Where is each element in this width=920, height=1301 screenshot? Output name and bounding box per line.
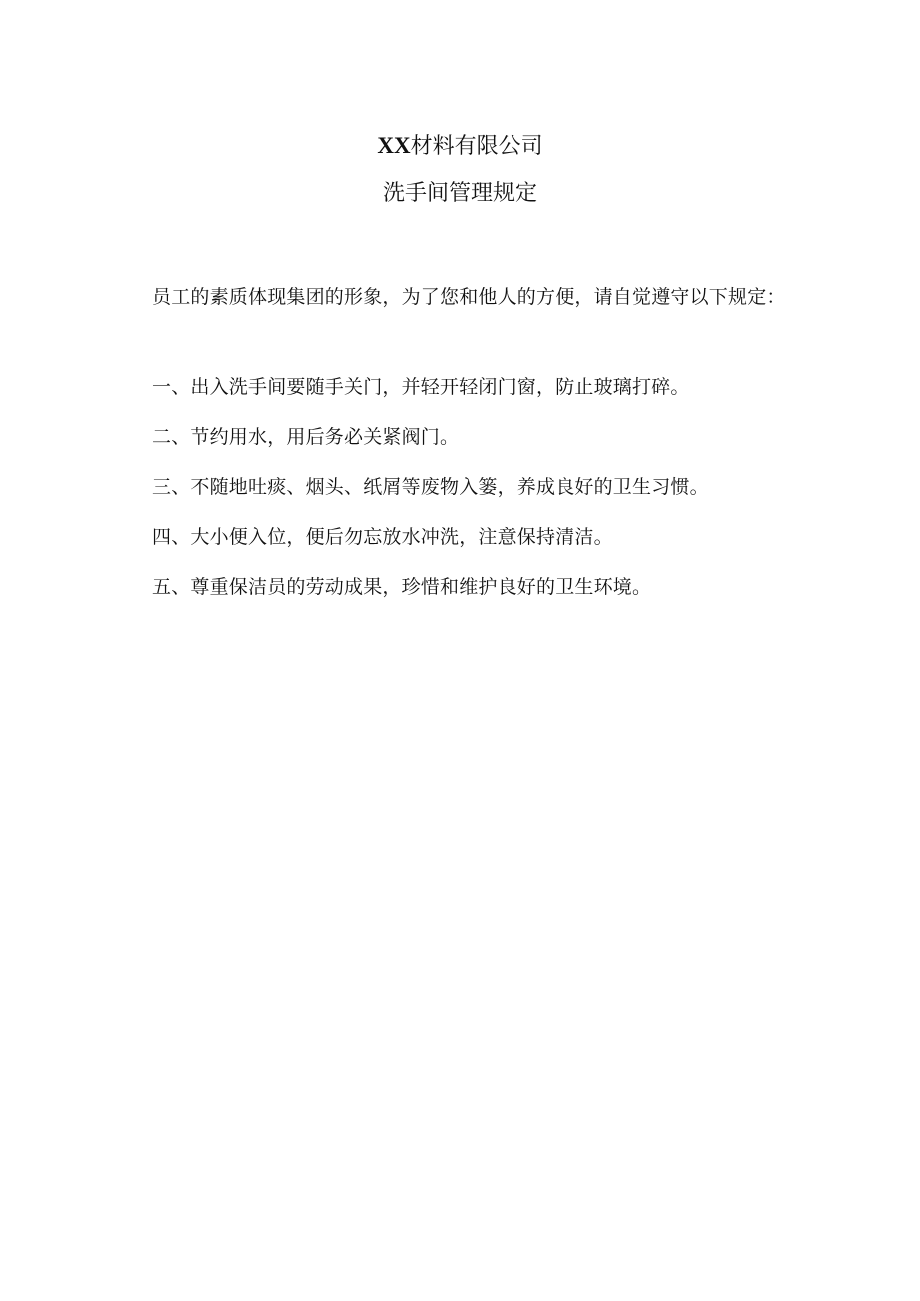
intro-paragraph: 员工的素质体现集团的形象，为了您和他人的方便，请自觉遵守以下规定： (152, 286, 786, 308)
rule-item-5: 五、尊重保洁员的劳动成果，珍惜和维护良好的卫生环境。 (152, 576, 652, 598)
rule-item-2: 二、节约用水，用后务必关紧阀门。 (152, 426, 460, 448)
rule-item-1: 一、出入洗手间要随手关门，并轻开轻闭门窗，防止玻璃打碎。 (152, 376, 690, 398)
company-name: 材料有限公司 (410, 134, 543, 159)
company-prefix: XX (377, 133, 411, 158)
document-title (0, 132, 920, 161)
rule-item-3: 三、不随地吐痰、烟头、纸屑等废物入篓，养成良好的卫生习惯。 (152, 476, 709, 498)
document-subtitle: 洗手间管理规定 (382, 181, 537, 206)
rule-item-4: 四、大小便入位，便后勿忘放水冲洗，注意保持清洁。 (152, 526, 613, 548)
